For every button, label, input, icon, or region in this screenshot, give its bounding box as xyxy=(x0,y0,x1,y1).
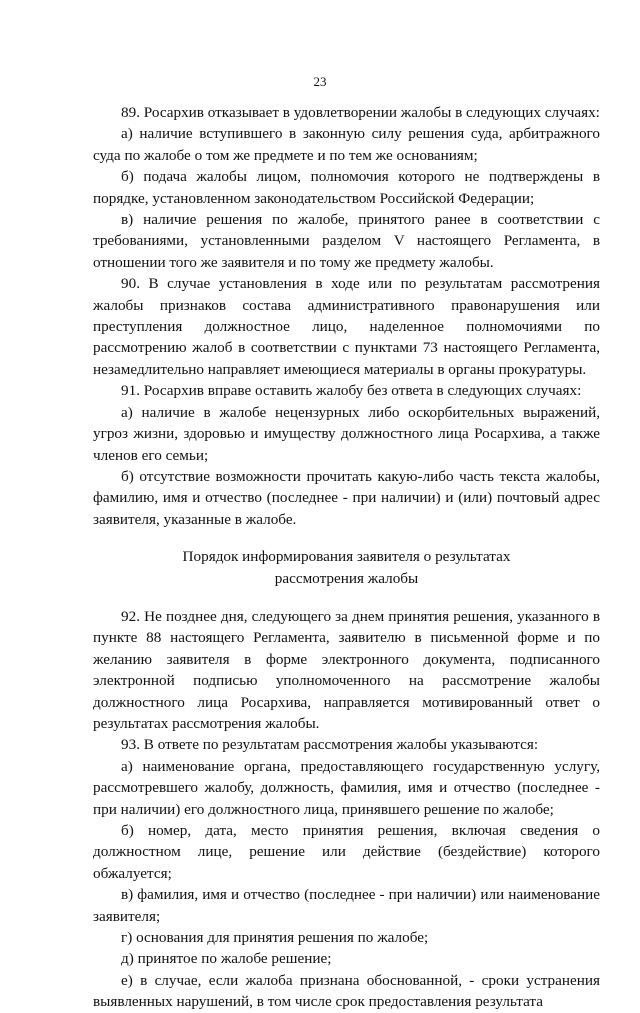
paragraph-93-a: а) наименование органа, предоставляющего государственную услугу, рассмотревшего жалобу, должность, фамилия, имя и отчество (последнее - при наличии) его должностного лица, принявшего решение по жалобе; xyxy=(93,757,600,818)
paragraph-93-d: д) принятое по жалобе решение; xyxy=(121,950,332,968)
section-heading-line-1: Порядок информирования заявителя о результатах xyxy=(182,548,511,566)
section-heading xyxy=(93,546,600,589)
paragraph-92: 92. Не позднее дня, следующего за днем принятия решения, указанного в пункте 88 настоящего Регламента, заявителю в письменной форме и по желанию заявителя в форме электронного документа, подписанного электронной подписью уполномоченного на рассмотрение жалобы должностного лица Росархива, направляется мотивированный ответ о результатах рассмотрения жалобы. xyxy=(93,607,600,732)
paragraph-89-a: а) наличие вступившего в законную силу решения суда, арбитражного суда по жалобе о том же предмете и по тем же основаниям; xyxy=(93,125,600,164)
paragraph-93-v: в) фамилия, имя и отчество (последнее - при наличии) или наименование заявителя; xyxy=(93,886,600,925)
paragraph-89: 89. Росархив отказывает в удовлетворении жалобы в следующих случаях: xyxy=(121,104,600,121)
paragraph-89-b: б) подача жалобы лицом, полномочия которого не подтверждены в порядке, установленном законодательством Российской Федерации; xyxy=(93,168,600,207)
page-number: 23 xyxy=(313,74,327,89)
paragraph-93-g: г) основания для принятия решения по жалобе; xyxy=(121,929,429,947)
document-body xyxy=(93,102,600,1013)
paragraph-91: 91. Росархив вправе оставить жалобу без ответа в следующих случаях: xyxy=(121,382,582,400)
paragraph-90: 90. В случае установления в ходе или по результатам рассмотрения жалобы признаков состава административного правонарушения или преступления должностное лицо, наделенное полномочиями по рассмотрению жалоб в соответствии с пунктами 73 настоящего Регламента, незамедлительно направляет имеющиеся материалы в органы прокуратуры. xyxy=(93,275,600,378)
paragraph-93-e: е) в случае, если жалоба признана обоснованной, - сроки устранения выявленных нарушений, в том числе срок предоставления результата xyxy=(93,971,600,1011)
paragraph-91-b: б) отсутствие возможности прочитать какую-либо часть текста жалобы, фамилию, имя и отчество (последнее - при наличии) и (или) почтовый адрес заявителя, указанные в жалобе. xyxy=(93,467,600,528)
paragraph-91-a: а) наличие в жалобе нецензурных либо оскорбительных выражений, угроз жизни, здоровью и имуществу должностного лица Росархива, а также членов его семьи; xyxy=(93,403,600,464)
paragraph-93: 93. В ответе по результатам рассмотрения жалобы указываются: xyxy=(121,736,539,754)
section-heading-line-2: рассмотрения жалобы xyxy=(274,569,419,587)
paragraph-93-b: б) номер, дата, место принятия решения, включая сведения о должностном лице, решение или действие (бездействие) которого обжалуется; xyxy=(93,822,600,882)
paragraph-89-v: в) наличие решения по жалобе, принятого ранее в соответствии с требованиями, установленными разделом V настоящего Регламента, в отношении того же заявителя и по тому же предмету жалобы. xyxy=(93,211,600,271)
